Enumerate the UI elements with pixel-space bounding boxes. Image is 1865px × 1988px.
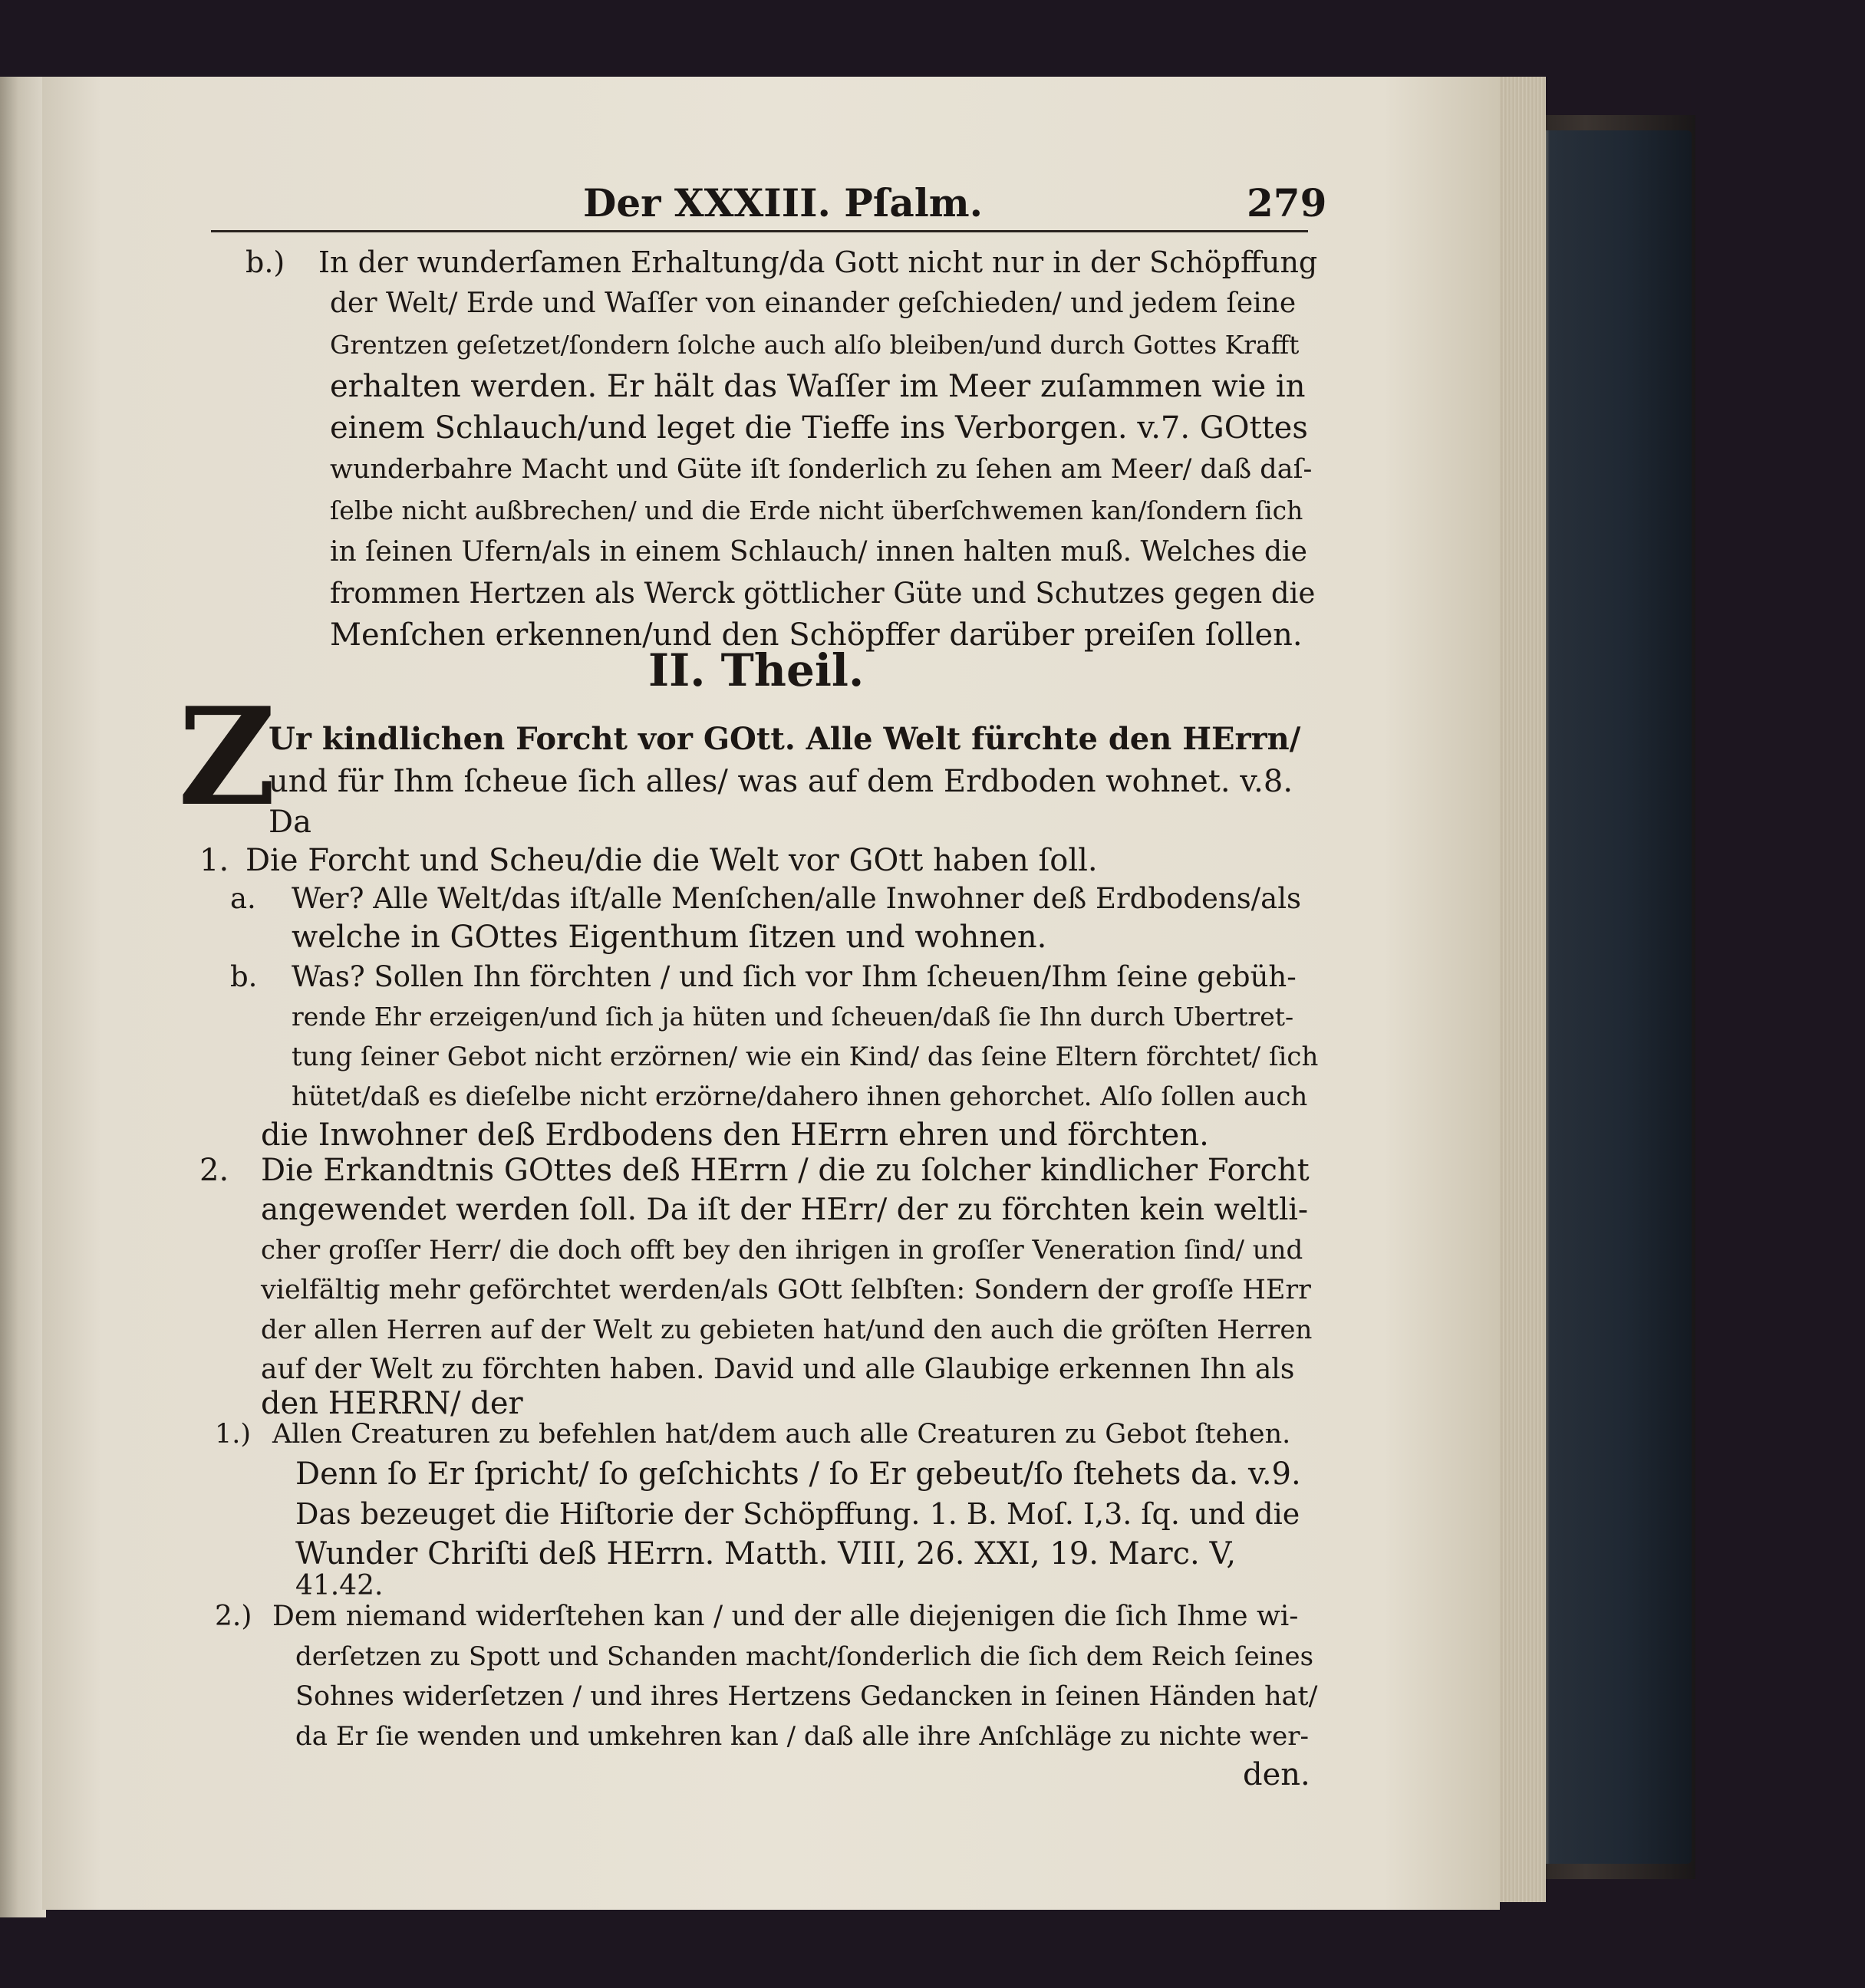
line-text: Wer? Alle Welt/das iſt/alle Menſchen/alle Inwohner deß Erdbodens/als [292, 882, 1302, 915]
line-text: Was? Sollen Ihn förchten / und ſich vor Ihm ſcheuen/Ihm ſeine gebüh- [292, 960, 1297, 993]
text-line: ſelbe nicht außbrechen/ und die Erde nicht überſchwemen kan/ſondern ſich [330, 495, 1303, 525]
text-line: rende Ehr erzeigen/und ſich ja hüten und ſcheuen/daß ſie Ihn durch Ubertret- [292, 1002, 1294, 1032]
text-line: da Er ſie wenden und umkehren kan / daß alle ihre Anſchläge zu nichte wer- [295, 1721, 1310, 1752]
text-line: Grentzen geſetzet/ſondern ſolche auch alſo bleiben/und durch Gottes Krafft [330, 330, 1300, 360]
text-line [199, 1152, 1310, 1189]
text-line: Denn ſo Er ſpricht/ ſo geſchichts / ſo Er gebeut/ſo ſtehets da. v.9. [295, 1456, 1301, 1492]
section-heading: II. Theil. [648, 644, 865, 696]
book-cover-edge [1527, 130, 1692, 1864]
line-text: In der wunderſamen Erhaltung/da Gott nicht nur in der Schöpffung [318, 245, 1318, 279]
line-label: a. [230, 882, 256, 915]
page-number: 279 [1247, 180, 1327, 225]
line-text: Die Forcht und Scheu/die die Welt vor GOtt haben ſoll. [245, 843, 1098, 878]
line-label: 1. [199, 843, 229, 878]
header-rule [211, 230, 1308, 232]
line-label: 2. [199, 1153, 229, 1188]
line-text: Dem niemand widerſtehen kan / und der alle diejenigen die ſich Ihme wi- [272, 1601, 1299, 1632]
line-text: Die Erkandtnis GOttes deß HErrn / die zu ſolcher kindlicher Forcht [261, 1153, 1310, 1188]
text-line: frommen Hertzen als Werck göttlicher Güte und Schutzes gegen die [330, 577, 1316, 610]
text-line: erhalten werden. Er hält das Waſſer im Meer zuſammen wie in [330, 369, 1306, 404]
text-line: Sohnes widerſetzen / und ihres Hertzens Gedancken in ſeinen Händen hat/ [295, 1681, 1318, 1712]
text-line: derſetzen zu Spott und Schanden macht/ſonderlich die ſich dem Reich ſeines [295, 1641, 1314, 1672]
text-line: einem Schlauch/und leget die Tieffe ins Verborgen. v.7. GOttes [330, 410, 1308, 446]
text-line: Das bezeuget die Hiſtorie der Schöpffung. 1. B. Moſ. I,3. ſq. und die [295, 1497, 1300, 1531]
text-line: Ur kindlichen Forcht vor GOtt. Alle Welt fürchte den HErrn/ [269, 721, 1301, 757]
text-line: den. [1243, 1757, 1310, 1792]
text-line: Menſchen erkennen/und den Schöpffer darüber preiſen ſollen. [330, 617, 1303, 653]
text-line: tung ſeiner Gebot nicht erzörnen/ wie ein Kind/ das ſeine Eltern förchtet/ ſich [292, 1042, 1319, 1072]
text-line: den HERRN/ der [261, 1386, 523, 1421]
text-line: vielfältig mehr geförchtet werden/als GOtt ſelbſten: Sondern der groſſe HErr [261, 1275, 1311, 1305]
text-line: welche in GOttes Eigenthum ſitzen und wohnen. [292, 920, 1047, 955]
text-line [230, 880, 1301, 917]
header-title: Der XXXIII. Pſalm. [583, 180, 984, 225]
previous-page-edge [0, 77, 46, 1917]
text-line [215, 1598, 1298, 1635]
text-line [199, 842, 1098, 879]
running-header [0, 180, 1865, 226]
line-label: 1.) [215, 1419, 252, 1450]
line-label: b. [230, 960, 258, 993]
text-line: wunderbahre Macht und Güte iſt ſonderlich zu ſehen am Meer/ daß daſ- [330, 454, 1313, 485]
text-line: Wunder Chriſti deß HErrn. Matth. VIII, 26. XXI, 19. Marc. V, [295, 1536, 1237, 1572]
line-text: Allen Creaturen zu befehlen hat/dem auch alle Creaturen zu Gebot ſtehen. [272, 1419, 1291, 1450]
text-line [230, 959, 1297, 996]
text-line: Da [269, 805, 311, 840]
text-line: hütet/daß es dieſelbe nicht erzörne/dahero ihnen gehorchet. Alſo ſollen auch [292, 1081, 1308, 1112]
text-line: in ſeinen Ufern/als in einem Schlauch/ innen halten muß. Welches die [330, 536, 1307, 568]
text-line: und für Ihm ſcheue ſich alles/ was auf dem Erdboden wohnet. v.8. [269, 764, 1293, 799]
line-label: b.) [245, 245, 285, 279]
text-line: 41.42. [295, 1570, 384, 1601]
text-line: auf der Welt zu förchten haben. David und alle Glaubige erkennen Ihn als [261, 1354, 1295, 1385]
line-label: 2.) [215, 1601, 252, 1632]
text-line [245, 244, 1317, 281]
drop-cap: Z [178, 679, 276, 836]
text-line: der allen Herren auf der Welt zu gebieten hat/und den auch die gröſten Herren [261, 1315, 1313, 1345]
text-line: die Inwohner deß Erdbodens den HErrn ehren und förchten. [261, 1117, 1209, 1153]
text-line: cher groſſer Herr/ die doch offt bey den ihrigen in groſſer Veneration ſind/ und [261, 1235, 1303, 1266]
text-line [215, 1416, 1290, 1453]
text-line: der Welt/ Erde und Waſſer von einander geſchieden/ und jedem ſeine [330, 288, 1297, 319]
text-line: angewendet werden ſoll. Da iſt der HErr/ der zu förchten kein weltli- [261, 1193, 1309, 1227]
